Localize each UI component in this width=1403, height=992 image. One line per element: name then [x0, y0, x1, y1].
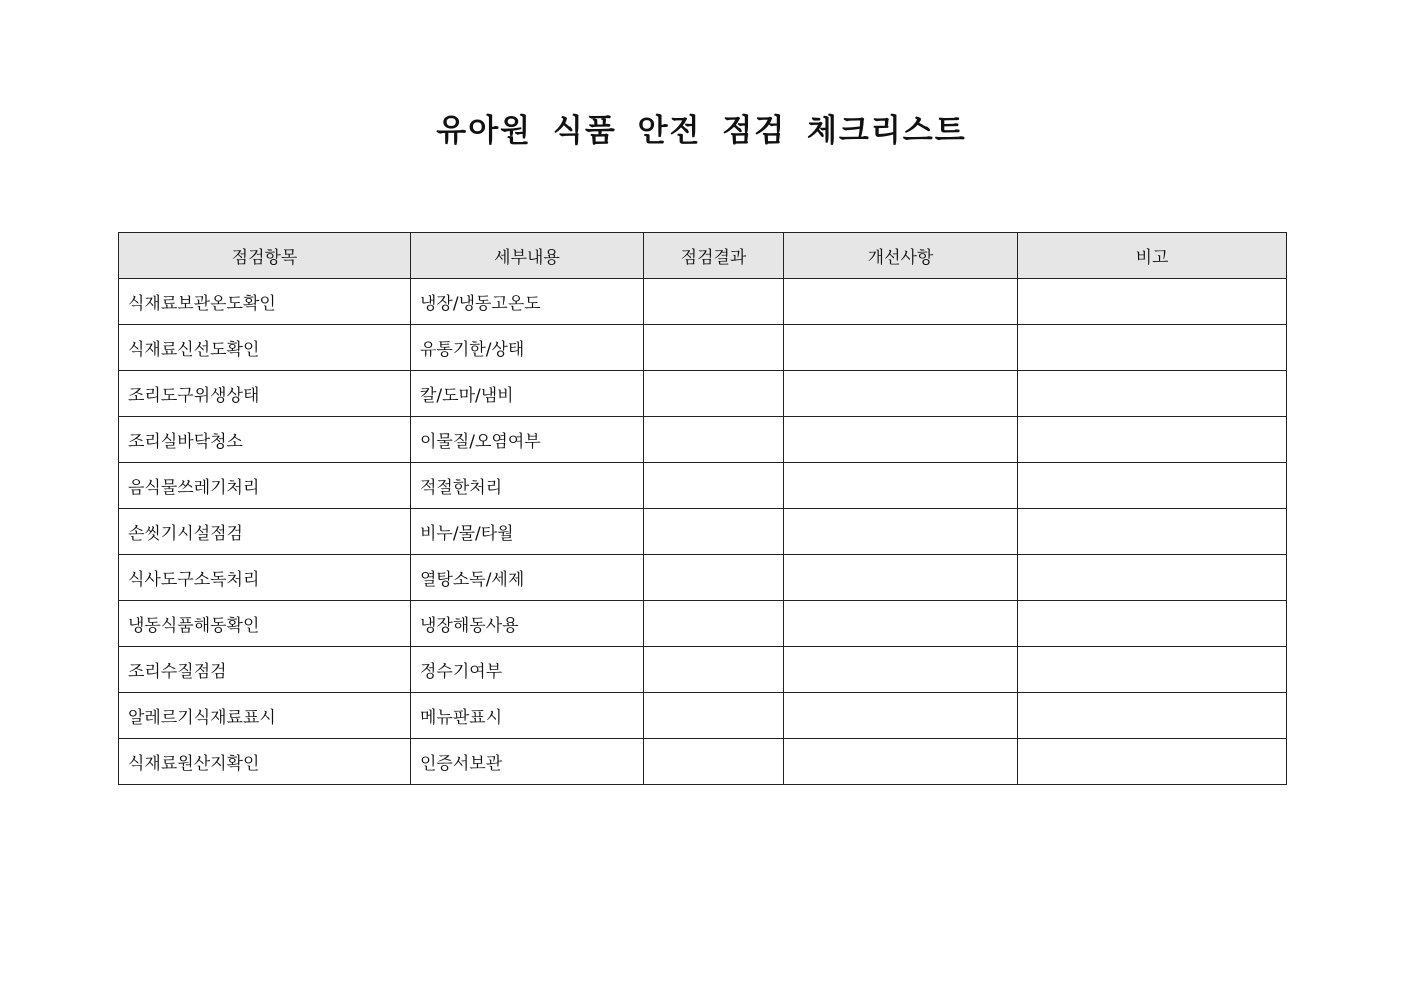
- detail-cell: 냉장/냉동고온도: [411, 279, 644, 325]
- result-cell[interactable]: [644, 371, 784, 417]
- inspection-item-cell: 냉동식품해동확인: [119, 601, 411, 647]
- header-result: 점검결과: [644, 233, 784, 279]
- header-note: 비고: [1018, 233, 1287, 279]
- note-cell[interactable]: [1018, 739, 1287, 785]
- table-row: [119, 601, 1287, 647]
- result-cell[interactable]: [644, 463, 784, 509]
- note-cell[interactable]: [1018, 693, 1287, 739]
- table-row: [119, 279, 1287, 325]
- table-row: [119, 509, 1287, 555]
- table-row: [119, 555, 1287, 601]
- inspection-item-cell: 조리도구위생상태: [119, 371, 411, 417]
- inspection-item-cell: 식재료보관온도확인: [119, 279, 411, 325]
- note-cell[interactable]: [1018, 647, 1287, 693]
- result-cell[interactable]: [644, 693, 784, 739]
- improvement-cell[interactable]: [784, 555, 1018, 601]
- note-cell[interactable]: [1018, 371, 1287, 417]
- note-cell[interactable]: [1018, 555, 1287, 601]
- result-cell[interactable]: [644, 647, 784, 693]
- detail-cell: 비누/물/타월: [411, 509, 644, 555]
- header-improvement: 개선사항: [784, 233, 1018, 279]
- detail-cell: 이물질/오염여부: [411, 417, 644, 463]
- table-row: [119, 325, 1287, 371]
- table-header-row: [119, 233, 1287, 279]
- table-row: [119, 693, 1287, 739]
- result-cell[interactable]: [644, 739, 784, 785]
- improvement-cell[interactable]: [784, 371, 1018, 417]
- improvement-cell[interactable]: [784, 647, 1018, 693]
- result-cell[interactable]: [644, 509, 784, 555]
- table-row: [119, 739, 1287, 785]
- inspection-item-cell: 식재료신선도확인: [119, 325, 411, 371]
- detail-cell: 냉장해동사용: [411, 601, 644, 647]
- detail-cell: 적절한처리: [411, 463, 644, 509]
- detail-cell: 인증서보관: [411, 739, 644, 785]
- improvement-cell[interactable]: [784, 417, 1018, 463]
- improvement-cell[interactable]: [784, 693, 1018, 739]
- checklist-table: [118, 232, 1287, 785]
- table-row: [119, 417, 1287, 463]
- inspection-item-cell: 손씻기시설점검: [119, 509, 411, 555]
- inspection-item-cell: 조리수질점검: [119, 647, 411, 693]
- inspection-item-cell: 음식물쓰레기처리: [119, 463, 411, 509]
- table-row: [119, 371, 1287, 417]
- table-row: [119, 463, 1287, 509]
- detail-cell: 열탕소독/세제: [411, 555, 644, 601]
- result-cell[interactable]: [644, 555, 784, 601]
- header-inspection-item: 점검항목: [119, 233, 411, 279]
- result-cell[interactable]: [644, 601, 784, 647]
- note-cell[interactable]: [1018, 325, 1287, 371]
- result-cell[interactable]: [644, 417, 784, 463]
- note-cell[interactable]: [1018, 417, 1287, 463]
- improvement-cell[interactable]: [784, 463, 1018, 509]
- detail-cell: 메뉴판표시: [411, 693, 644, 739]
- note-cell[interactable]: [1018, 601, 1287, 647]
- header-detail: 세부내용: [411, 233, 644, 279]
- improvement-cell[interactable]: [784, 739, 1018, 785]
- detail-cell: 정수기여부: [411, 647, 644, 693]
- inspection-item-cell: 식재료원산지확인: [119, 739, 411, 785]
- table-row: [119, 647, 1287, 693]
- improvement-cell[interactable]: [784, 279, 1018, 325]
- result-cell[interactable]: [644, 325, 784, 371]
- note-cell[interactable]: [1018, 463, 1287, 509]
- note-cell[interactable]: [1018, 509, 1287, 555]
- improvement-cell[interactable]: [784, 509, 1018, 555]
- inspection-item-cell: 조리실바닥청소: [119, 417, 411, 463]
- inspection-item-cell: 식사도구소독처리: [119, 555, 411, 601]
- result-cell[interactable]: [644, 279, 784, 325]
- detail-cell: 칼/도마/냄비: [411, 371, 644, 417]
- improvement-cell[interactable]: [784, 325, 1018, 371]
- document-title: 유아원 식품 안전 점검 체크리스트: [436, 113, 967, 149]
- improvement-cell[interactable]: [784, 601, 1018, 647]
- detail-cell: 유통기한/상태: [411, 325, 644, 371]
- inspection-item-cell: 알레르기식재료표시: [119, 693, 411, 739]
- note-cell[interactable]: [1018, 279, 1287, 325]
